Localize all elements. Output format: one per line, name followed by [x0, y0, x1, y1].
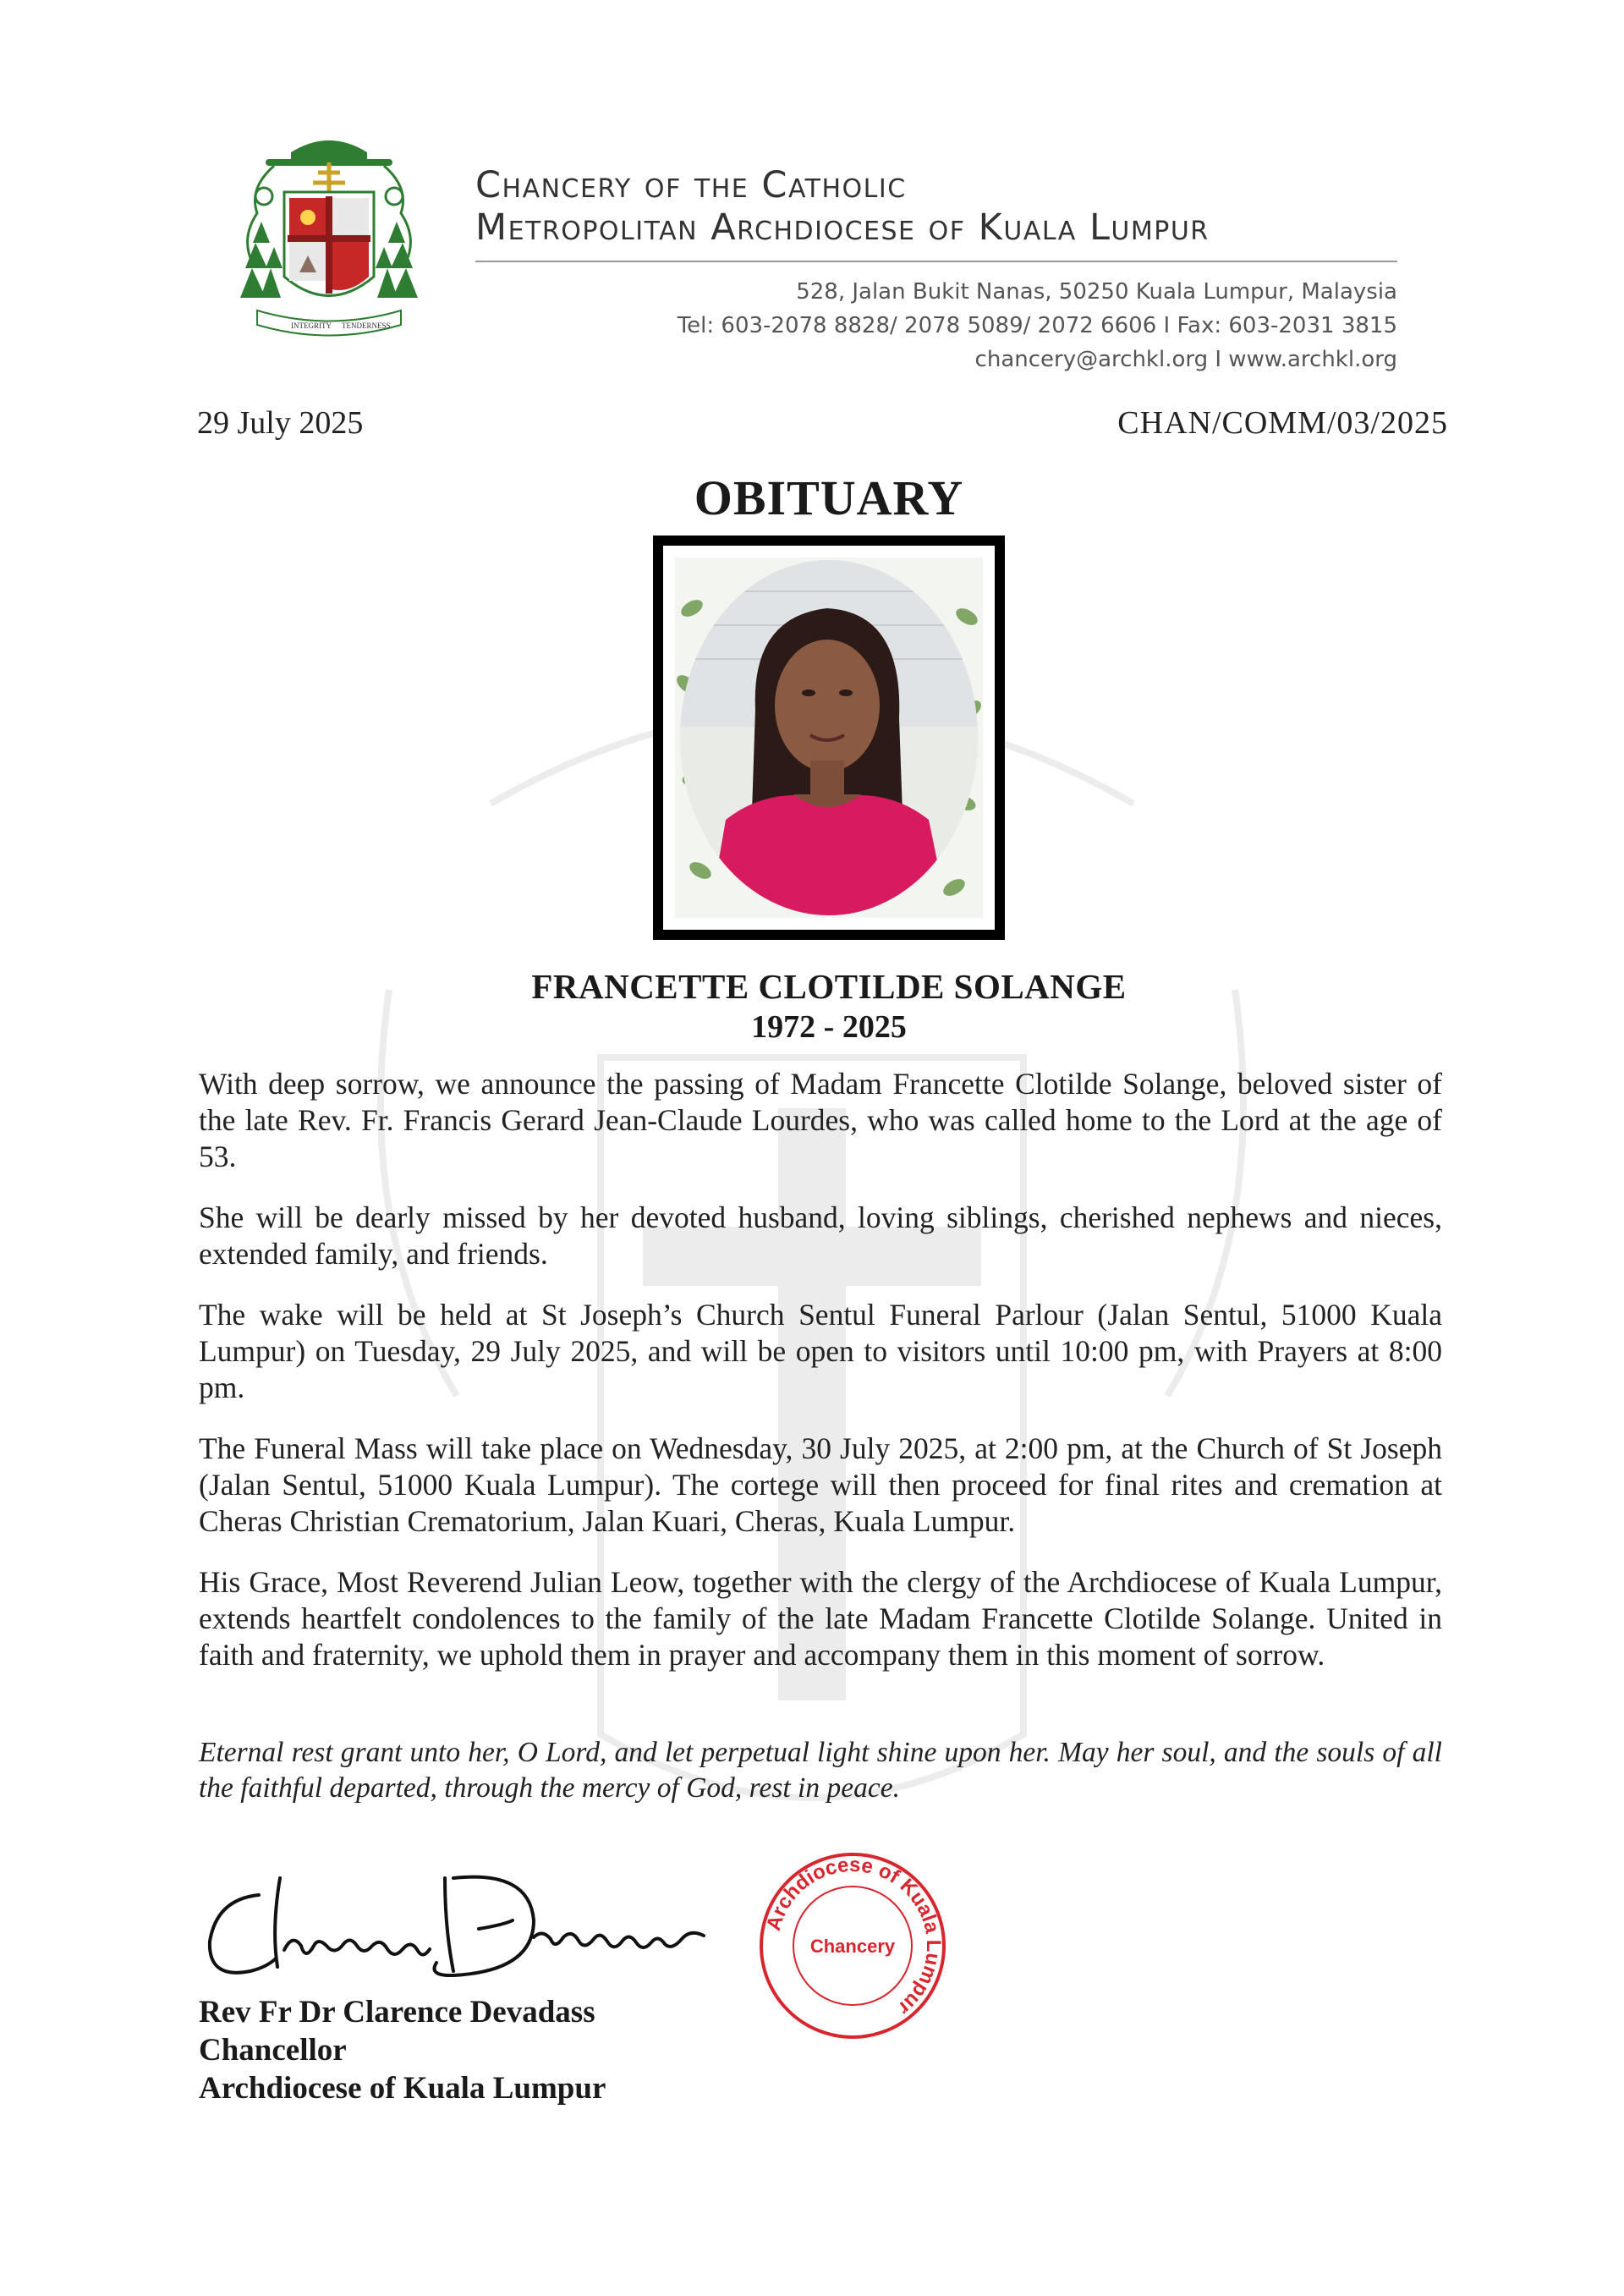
deceased-years: 1972 - 2025: [751, 1009, 907, 1045]
document-reference: CHAN/COMM/03/2025: [1117, 405, 1448, 441]
letterhead-address: 528, Jalan Bukit Nanas, 50250 Kuala Lumpur, Malaysia: [796, 279, 1397, 305]
document-title: OBITUARY: [694, 470, 964, 525]
body-paragraph: His Grace, Most Reverend Julian Leow, together with the clergy of the Archdiocese of Kuala Lumpur, extends heartfelt condolences to the family of the late Madam Francette Clotilde Solange. United in faith and fraternity, we uphold them in prayer and accompany them in this moment of sorrow.: [199, 1565, 1442, 1672]
letterhead-email-web: chancery@archkl.org I www.archkl.org: [974, 347, 1397, 372]
handwritten-signature: [200, 1861, 716, 1997]
signer-organization: Archdiocese of Kuala Lumpur: [199, 2071, 606, 2106]
archdiocese-crest-logo: [240, 129, 418, 349]
svg-text:TENDERNESS: TENDERNESS: [342, 321, 391, 330]
letterhead-org-line1: Chancery of the Catholic: [475, 164, 907, 206]
signer-title: Chancellor: [199, 2033, 347, 2068]
body-paragraph: With deep sorrow, we announce the passing of Madam Francette Clotilde Solange, beloved sister of the late Rev. Fr. Francis Gerard Jean-Claude Lourdes, who was called home to the Lord at the age of 53.: [199, 1067, 1442, 1173]
signer-name: Rev Fr Dr Clarence Devadass: [199, 1995, 595, 2030]
letterhead-divider: [475, 261, 1397, 262]
closing-prayer: Eternal rest grant unto her, O Lord, and let perpetual light shine upon her. May her soul, and the souls of all the faithful departed, through the mercy of God, rest in peace.: [199, 1737, 1442, 1804]
letterhead-phone: Tel: 603-2078 8828/ 2078 5089/ 2072 6606 I Fax: 603-2031 3815: [677, 313, 1397, 338]
body-paragraph: She will be dearly missed by her devoted husband, loving siblings, cherished nephews and nieces, extended family, and friends.: [199, 1200, 1442, 1271]
portrait-frame: [653, 536, 1005, 940]
body-paragraph: The Funeral Mass will take place on Wednesday, 30 July 2025, at 2:00 pm, at the Church of St Joseph (Jalan Sentul, 51000 Kuala Lumpur). The cortege will then proceed for final rites and cremation at Cheras Christian Crematorium, Jalan Kuari, Cheras, Kuala Lumpur.: [199, 1431, 1442, 1538]
chancery-seal-stamp: [751, 1844, 954, 2047]
body-paragraph: The wake will be held at St Joseph’s Church Sentul Funeral Parlour (Jalan Sentul, 51000 Kuala Lumpur) on Tuesday, 29 July 2025, and will be open to visitors until 10:00 pm, with Prayers at 8:00 pm.: [199, 1298, 1442, 1404]
portrait-mat: [663, 546, 995, 930]
letterhead-org-line2: Metropolitan Archdiocese of Kuala Lumpur: [475, 206, 1210, 249]
svg-text:INTEGRITY: INTEGRITY: [291, 321, 332, 330]
svg-text:Archdiocese of Kuala Lumpur: Archdiocese of Kuala Lumpur: [761, 1853, 946, 2020]
document-date: 29 July 2025: [197, 405, 364, 441]
svg-text:Chancery: Chancery: [809, 1936, 896, 1957]
deceased-portrait-photo: [675, 558, 983, 918]
deceased-name: FRANCETTE CLOTILDE SOLANGE: [531, 967, 1127, 1006]
